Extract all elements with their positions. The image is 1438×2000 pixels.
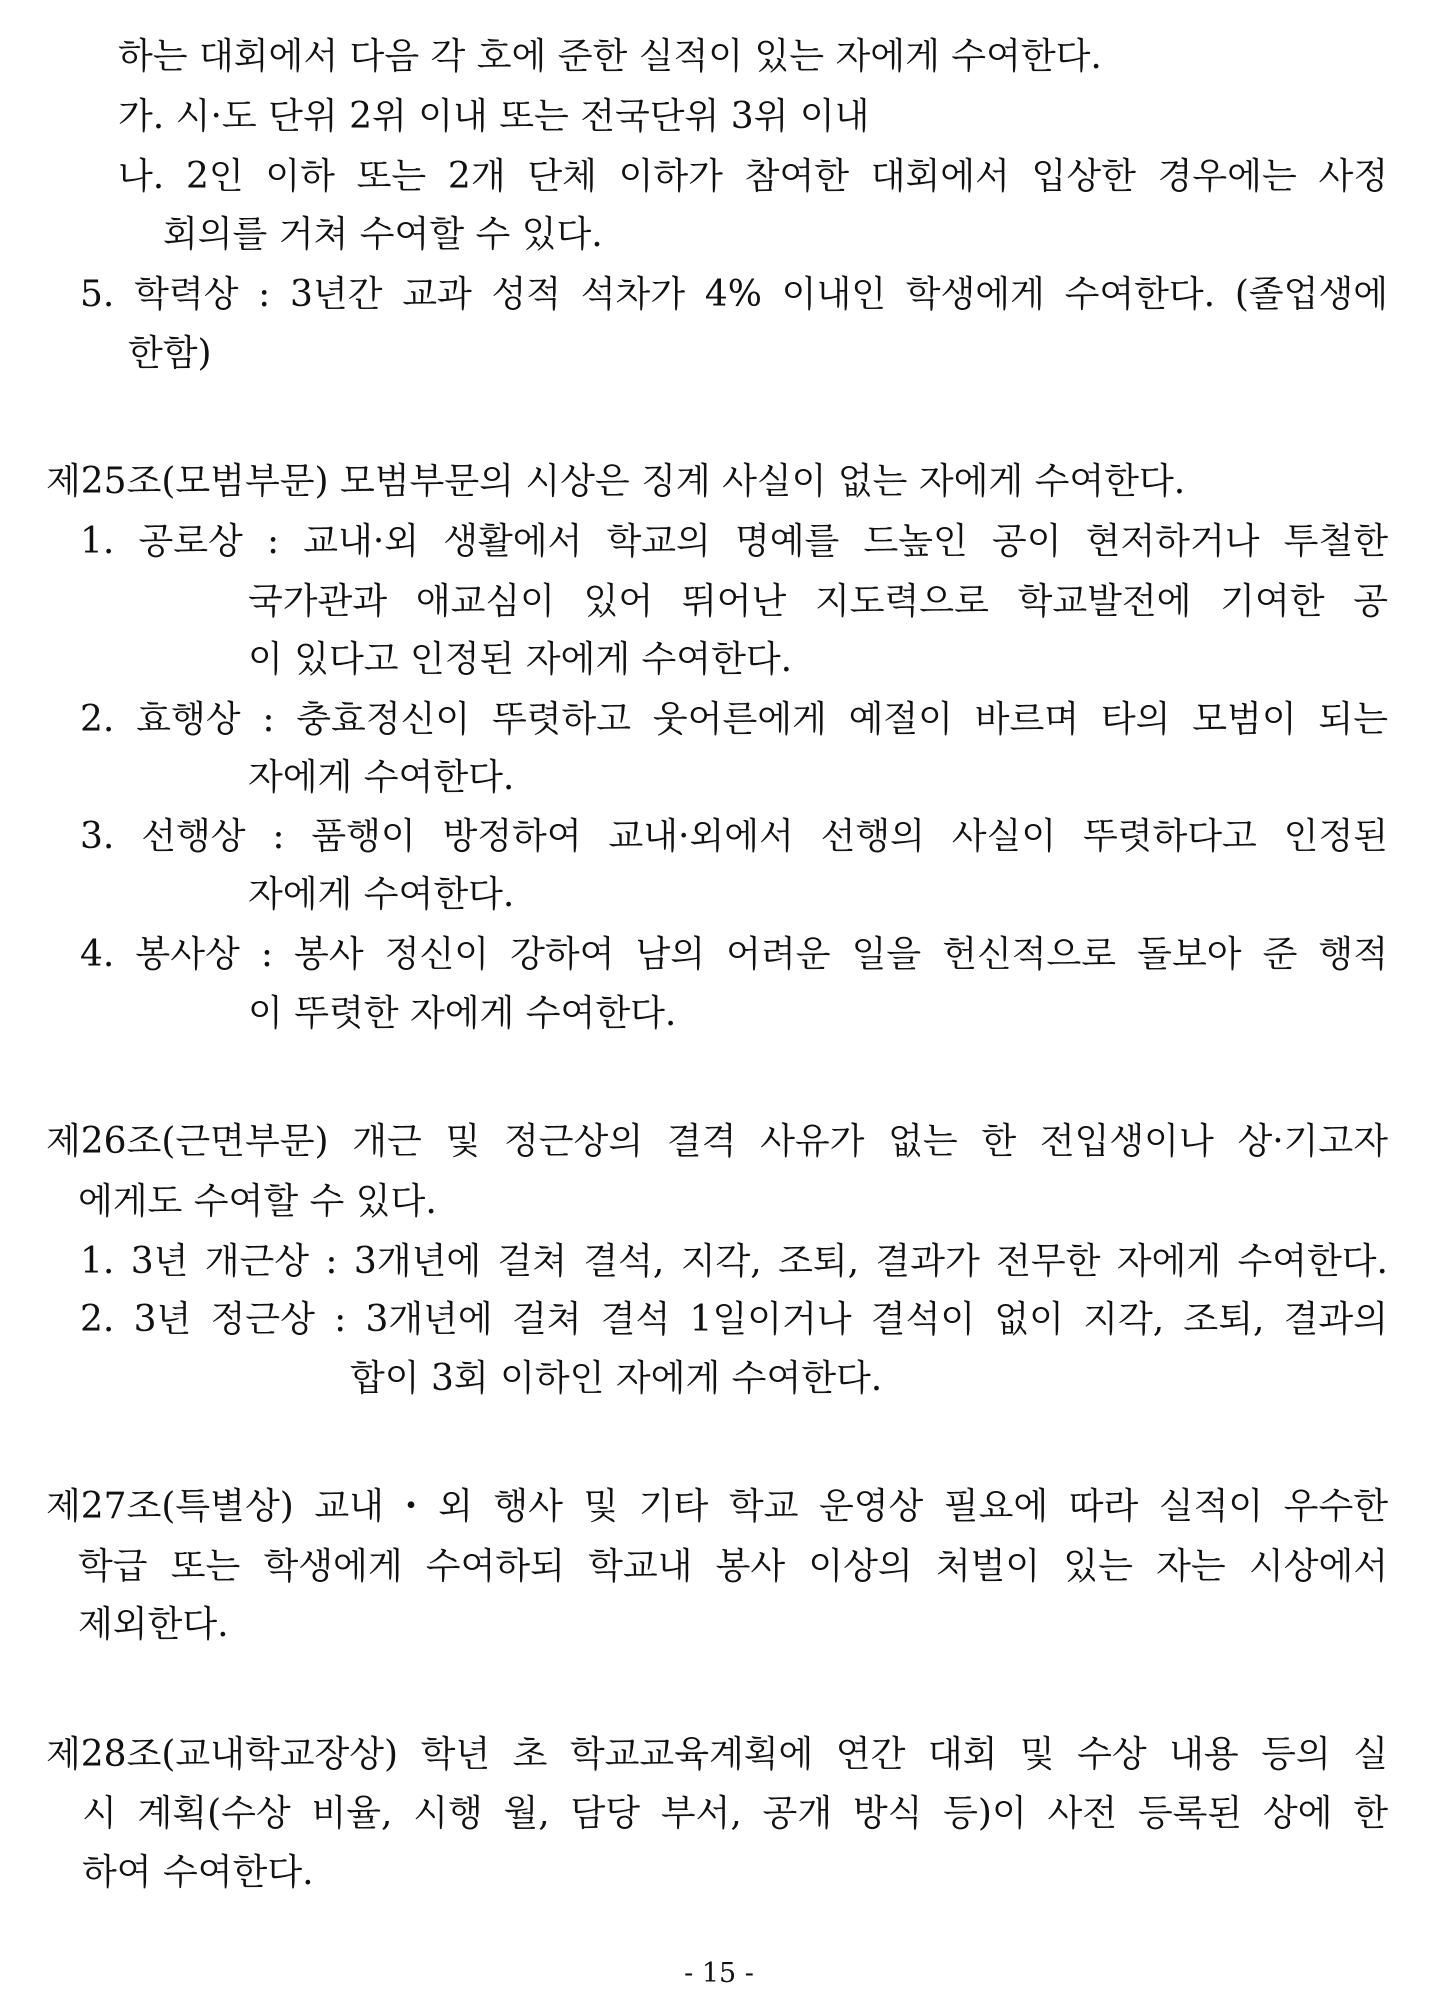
text-line: 자에게 수여한다. — [248, 874, 515, 915]
text-line: 가. 시·도 단위 2위 이내 또는 전국단위 3위 이내 — [118, 96, 870, 137]
text-line: 2. 효행상 : 충효정신이 뚜렷하고 웃어른에게 예절이 바르며 타의 모범이 되는 — [80, 699, 1388, 740]
text-line: 2. 3년 정근상 : 3개년에 걸쳐 결석 1일이거나 결석이 없이 지각, 조퇴, 결과의 — [80, 1299, 1388, 1340]
page-number: - 15 - — [684, 1958, 754, 1989]
text-line: 이 있다고 인정된 자에게 수여한다. — [248, 639, 793, 680]
text-line: 하여 수여한다. — [82, 1852, 314, 1893]
article-heading: 제26조(근면부문) 개근 및 정근상의 결격 사유가 없는 한 전입생이나 상·기고자 — [46, 1121, 1388, 1162]
article-heading: 제28조(교내학교장상) 학년 초 학교교육계획에 연간 대회 및 수상 내용 등의 실 — [46, 1734, 1388, 1775]
text-line: 시 계획(수상 비율, 시행 월, 담당 부서, 공개 방식 등)이 사전 등록된 상에 한 — [82, 1793, 1388, 1834]
text-line: 나. 2인 이하 또는 2개 단체 이하가 참여한 대회에서 입상한 경우에는 사정 — [118, 156, 1388, 197]
text-line: 1. 3년 개근상 : 3개년에 걸쳐 결석, 지각, 조퇴, 결과가 전무한 자에게 수여한다. — [80, 1241, 1388, 1282]
text-line: 국가관과 애교심이 있어 뛰어난 지도력으로 학교발전에 기여한 공 — [248, 581, 1388, 622]
text-line: 하는 대회에서 다음 각 호에 준한 실적이 있는 자에게 수여한다. — [118, 36, 1102, 77]
text-line: 학급 또는 학생에게 수여하되 학교내 봉사 이상의 처벌이 있는 자는 시상에서 — [78, 1546, 1388, 1587]
text-line: 1. 공로상 : 교내·외 생활에서 학교의 명예를 드높인 공이 현저하거나 투철한 — [80, 521, 1388, 562]
text-line: 한함) — [128, 333, 212, 374]
text-line: 이 뚜렷한 자에게 수여한다. — [248, 993, 677, 1034]
text-line: 에게도 수여할 수 있다. — [78, 1181, 437, 1222]
text-line: 3. 선행상 : 품행이 방정하여 교내·외에서 선행의 사실이 뚜렷하다고 인정된 — [80, 816, 1388, 857]
article-heading: 제25조(모범부문) 모범부문의 시상은 징계 사실이 없는 자에게 수여한다. — [46, 461, 1186, 502]
text-line: 5. 학력상 : 3년간 교과 성적 석차가 4% 이내인 학생에게 수여한다. (졸업생에 — [80, 274, 1388, 315]
text-line: 자에게 수여한다. — [248, 757, 515, 798]
article-heading: 제27조(특별상) 교내・외 행사 및 기타 학교 운영상 필요에 따라 실적이 우수한 — [46, 1486, 1388, 1527]
text-line: 제외한다. — [78, 1604, 229, 1645]
text-line: 4. 봉사상 : 봉사 정신이 강하여 남의 어려운 일을 헌신적으로 돌보아 준 행적 — [80, 934, 1388, 975]
text-line: 합이 3회 이하인 자에게 수여한다. — [350, 1358, 883, 1399]
text-line: 회의를 거쳐 수여할 수 있다. — [163, 214, 603, 255]
